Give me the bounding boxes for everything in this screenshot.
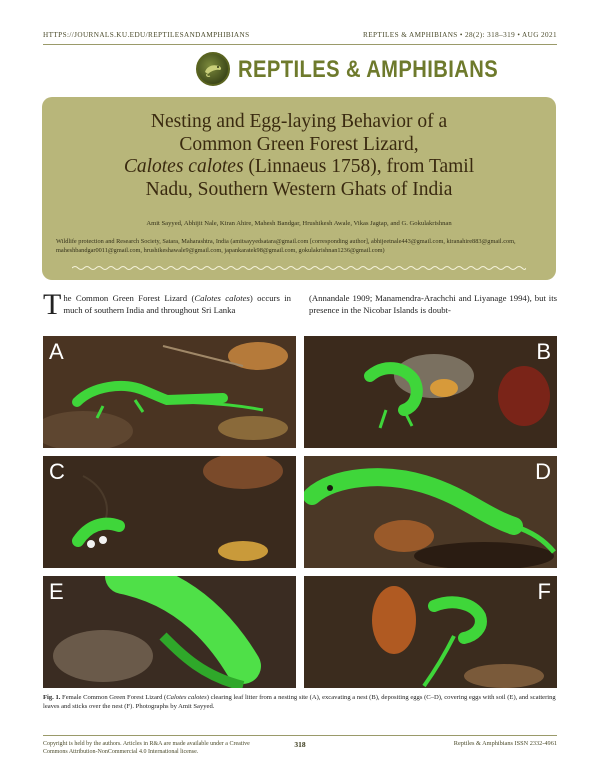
title-line-4: Nadu, Southern Western Ghats of India	[145, 178, 453, 200]
caption-text-a: Female Common Green Forest Lizard (	[60, 694, 167, 701]
body-left-end: ) occurs in much of southern India and throughout Sri Lanka	[63, 293, 291, 315]
photo-panel-f	[304, 576, 557, 688]
panel-label-f: F	[537, 579, 551, 604]
figure-caption	[43, 693, 557, 711]
journal-url[interactable]: HTTPS://JOURNALS.KU.EDU/REPTILESANDAMPHIBIANS	[43, 31, 250, 39]
journal-brand: REPTILES & AMPHIBIANS	[238, 56, 499, 83]
panel-label-a: A	[49, 339, 64, 364]
title-line-1: Nesting and Egg-laying Behavior of a	[150, 111, 448, 132]
panel-label-d: D	[535, 459, 551, 484]
title-line-3-rest: (Linnaeus 1758), from Tamil	[243, 156, 475, 177]
journal-logo-icon	[196, 52, 230, 86]
author-list: Amit Sayyed, Abhijit Nale, Kiran Ahire, Mahesh Bandgar, Hrushikesh Awale, Vikas Jagtap, and G. Gokulakrishnan	[146, 220, 452, 227]
photo-panel-b	[304, 336, 557, 448]
page-number: 318	[294, 740, 306, 749]
body-left-species: Calotes calotes	[194, 293, 250, 303]
running-head	[43, 31, 557, 43]
photo-panel-e	[43, 576, 296, 688]
title-box	[42, 97, 556, 280]
masthead	[0, 50, 600, 92]
footer-rule	[43, 735, 557, 736]
issue-info: REPTILES & AMPHIBIANS • 28(2): 318–319 • AUG 2021	[363, 31, 557, 39]
body-column-left	[43, 288, 291, 321]
figure-1	[43, 336, 557, 687]
affiliation: Wildlife protection and Research Society, Satara, Maharashtra, India (amitsayyedsatara@gmail.com [corresponding author], abhijeetnale443@gmail.com, kiranahire883@gmail.com, maheshbandgar0011@gmail.com, hrushikeshawale9@gmail.com, japankaratek98@gmail.com, gokulakrishnan1236@gmail.com)	[56, 238, 516, 254]
header-rule	[43, 44, 557, 45]
title-line-2: Common Green Forest Lizard,	[179, 133, 419, 155]
body-left-start: he Common Green Forest Lizard (	[63, 293, 195, 303]
title-line-3	[62, 156, 536, 179]
photo-panel-c	[43, 456, 296, 568]
caption-text-b: ) clearing leaf litter from a nesting site (A), excavating a nest (B), depositing eggs (C–D), covering eggs with soil (E), and scattering leaves and sticks over the nest (F). Photographs by Amit Sayyed.	[43, 694, 556, 710]
journal-issn: Reptiles & Amphibians ISSN 2332-4961	[453, 740, 557, 747]
copyright-notice: Copyright is held by the authors. Articles in R&A are made available under a Creative Commons Attribution-NonCommercial 4.0 International license.	[43, 741, 250, 755]
panel-label-b: B	[536, 339, 551, 364]
caption-label: Fig. 1.	[43, 694, 61, 701]
title-species: Calotes calotes	[123, 156, 244, 177]
panel-label-e: E	[49, 579, 64, 604]
body-column-right: (Annandale 1909; Manamendra-Arachchi and Liyanage 1994), but its presence in the Nicobar Islands is doubt-	[309, 293, 557, 315]
decorative-wave-divider	[72, 265, 526, 271]
panel-label-c: C	[49, 459, 65, 484]
article-title	[62, 111, 536, 201]
drop-cap: T	[43, 288, 62, 321]
photo-panel-d	[304, 456, 557, 568]
photo-panel-a	[43, 336, 296, 448]
caption-species: Calotes calotes	[166, 694, 207, 701]
